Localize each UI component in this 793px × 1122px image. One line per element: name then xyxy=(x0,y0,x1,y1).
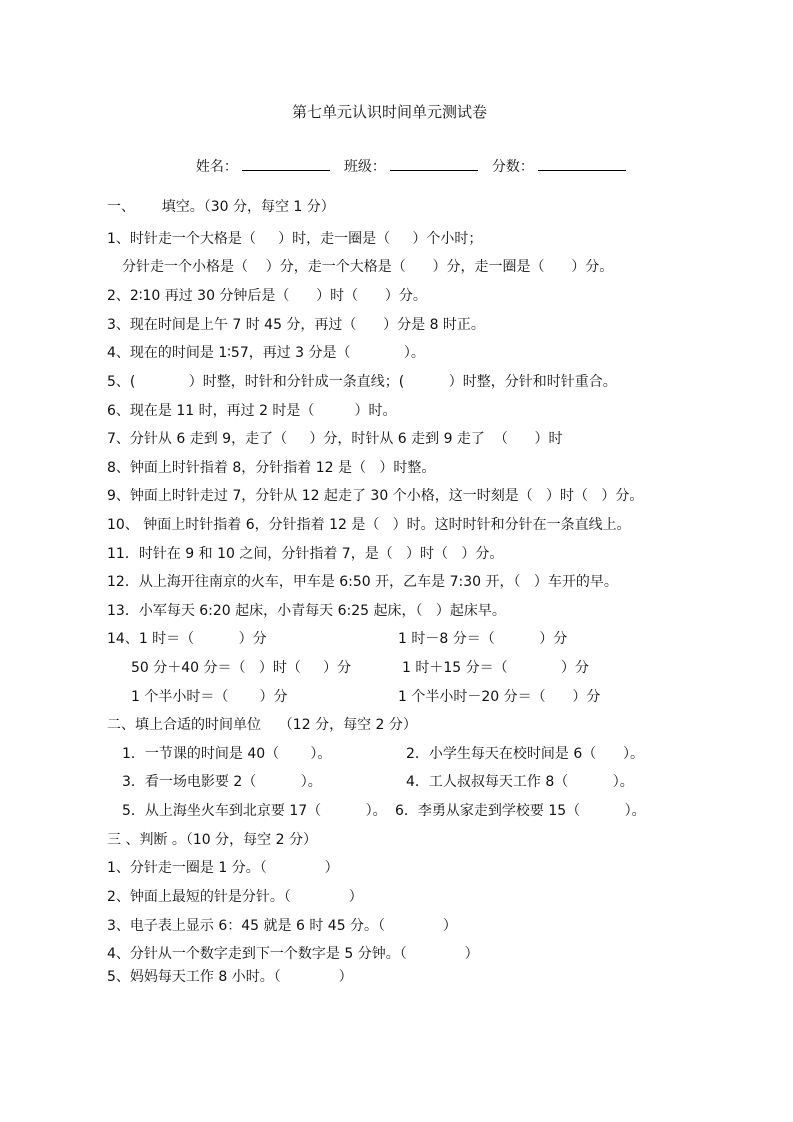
question-14-row1-left: 14、1 时＝（ ）分 xyxy=(107,631,267,647)
class-label: 班级： xyxy=(343,159,386,175)
score-field[interactable] xyxy=(538,154,626,171)
judge-question-4: 4、分针从一个数字走到下一个数字是 5 分钟。（ ） xyxy=(107,946,479,962)
question-14-row1-right: 1 时－8 分＝（ ）分 xyxy=(398,631,568,647)
section3-heading: 三 、判断 。（10 分，每空 2 分） xyxy=(107,832,317,848)
question-14-row2-left: 50 分＋40 分＝（ ）时（ ）分 xyxy=(131,660,352,676)
question-14-row3-left: 1 个半小时＝（ ）分 xyxy=(131,689,288,705)
question-9: 9、钟面上时针走过 7，分针从 12 起走了 30 个小格，这一时刻是（ ）时（ ）分。 xyxy=(107,488,644,504)
judge-question-5: 5、妈妈每天工作 8 小时。（ ） xyxy=(107,969,353,985)
judge-question-2: 2、钟面上最短的针是分针。（ ） xyxy=(107,889,363,905)
name-field[interactable] xyxy=(242,154,330,171)
question-6: 6、现在是 11 时，再过 2 时是（ ）时。 xyxy=(107,403,397,419)
question-1a: 1、时针走一个大格是（ ）时，走一圈是（ ）个小时； xyxy=(107,231,483,247)
unit-question-1: 1．一节课的时间是 40（ ）。 xyxy=(122,746,332,762)
judge-question-1: 1、分针走一圈是 1 分。（ ） xyxy=(107,860,339,876)
unit-question-6: 6．李勇从家走到学校要 15（ ）。 xyxy=(395,803,646,819)
page-title: 第七单元认识时间单元测试卷 xyxy=(292,103,488,121)
question-10: 10、 钟面上时针指着 6，分针指着 12 是（ ）时。这时时针和分针在一条直线上。 xyxy=(107,517,631,533)
question-1b: 分针走一个小格是（ ）分，走一个大格是（ ）分，走一圈是（ ）分。 xyxy=(122,259,614,275)
question-8: 8、钟面上时针指着 8，分针指着 12 是（ ）时整。 xyxy=(107,460,436,476)
question-12: 12．从上海开往南京的火车，甲车是 6:50 开，乙车是 7:30 开，（ ）车开的早。 xyxy=(107,574,618,590)
score-label: 分数： xyxy=(491,159,534,175)
unit-question-2: 2．小学生每天在校时间是 6（ ）。 xyxy=(406,746,644,762)
student-info-row xyxy=(187,136,626,176)
section1-heading: 一、 填空。（30 分，每空 1 分） xyxy=(107,199,335,215)
question-5: 5、( ）时整，时针和分针成一条直线；( ）时整，分针和时针重合。 xyxy=(107,374,617,390)
unit-question-4: 4．工人叔叔每天工作 8（ ）。 xyxy=(406,774,634,790)
unit-question-3: 3．看一场电影要 2（ ）。 xyxy=(122,774,322,790)
question-2: 2、2∶10 再过 30 分钟后是（ ）时（ ）分。 xyxy=(107,288,427,304)
question-4: 4、现在的时间是 1∶57，再过 3 分是（ ）。 xyxy=(107,345,425,361)
question-11: 11．时针在 9 和 10 之间，分针指着 7，是（ ）时（ ）分。 xyxy=(107,546,504,562)
question-14-row2-right: 1 时＋15 分＝（ ）分 xyxy=(402,660,590,676)
class-field[interactable] xyxy=(390,154,478,171)
question-13: 13．小军每天 6:20 起床，小青每天 6:25 起床，（ ）起床早。 xyxy=(107,603,506,619)
section2-heading: 二、填上合适的时间单位 （12 分，每空 2 分） xyxy=(107,717,417,733)
unit-question-5: 5．从上海坐火车到北京要 17（ ）。 xyxy=(122,803,387,819)
question-7: 7、分针从 6 走到 9，走了（ ）分，时针从 6 走到 9 走了 （ ）时 xyxy=(107,431,563,447)
judge-question-3: 3、电子表上显示 6：45 就是 6 时 45 分。（ ） xyxy=(107,918,457,934)
question-3: 3、现在时间是上午 7 时 45 分，再过（ ）分是 8 时正。 xyxy=(107,317,485,333)
question-14-row3-right: 1 个半小时－20 分＝（ ）分 xyxy=(398,689,601,705)
name-label: 姓名： xyxy=(195,159,238,175)
